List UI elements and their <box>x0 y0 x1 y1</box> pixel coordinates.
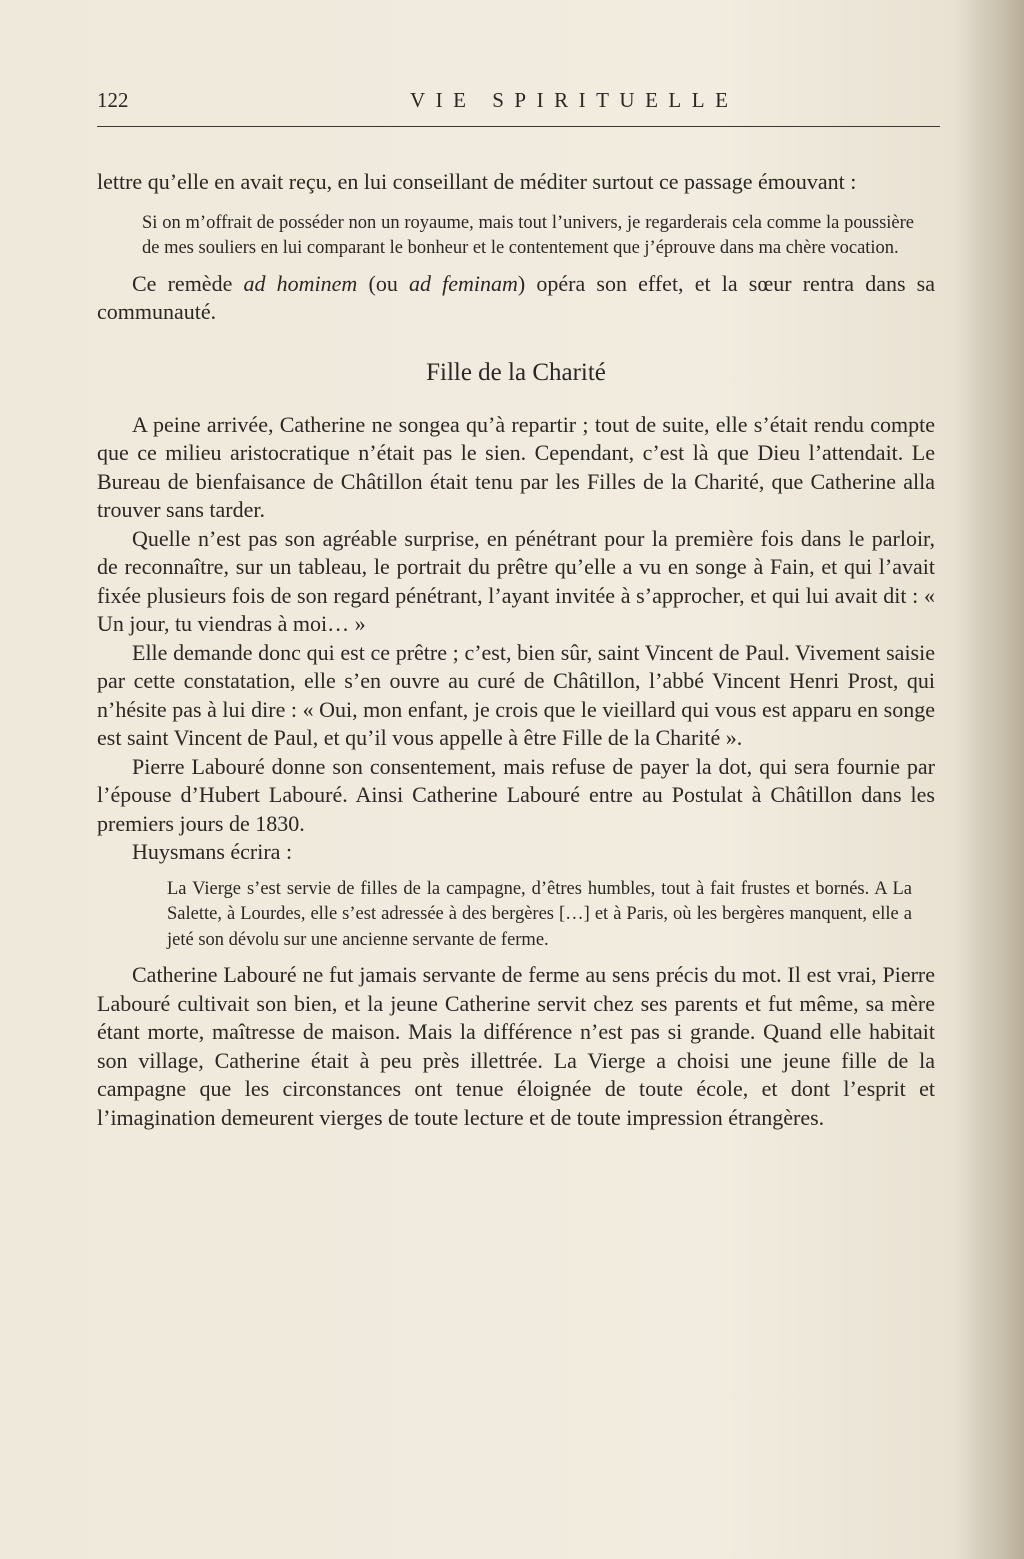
page-body <box>97 168 935 1132</box>
page-number: 122 <box>97 88 129 112</box>
paragraph: lettre qu’elle en avait reçu, en lui conseillant de méditer surtout ce passage émouvant : <box>97 169 857 194</box>
block-quote: Si on m’offrait de posséder non un royaume, mais tout l’univers, je regarderais cela comme la poussière de mes souliers en lui comparant le bonheur et le contentement que j’éprouve dans ma chère vocation. <box>142 212 914 258</box>
paragraph: A peine arrivée, Catherine ne songea qu’à repartir ; tout de suite, elle s’était rendu compte que ce milieu aristocratique n’était pas le sien. Cependant, c’est là que Dieu l’attendait. Le Bureau de bienfaisance de Châtillon était tenu par les Filles de la Charité, que Catherine alla trouver sans tarder. <box>97 411 935 522</box>
block-quote: La Vierge s’est servie de filles de la campagne, d’êtres humbles, tout à fait frustes et bornés. A La Salette, à Lourdes, elle s’est adressée à des bergères […] et à Paris, où les bergères manquent, elle a jeté son dévolu sur une ancienne servante de ferme. <box>167 878 912 950</box>
paragraph: Quelle n’est pas son agréable surprise, en pénétrant pour la première fois dans le parloir, de reconnaître, sur un tableau, le portrait du prêtre qu’elle a vu en songe à Fain, et qui l’avait fixée plusieurs fois de son regard pénétrant, l’ayant invitée à s’approcher, et qui lui avait dit : « Un jour, tu viendras à moi… » <box>97 525 935 636</box>
paragraph: Elle demande donc qui est ce prêtre ; c’est, bien sûr, saint Vincent de Paul. Vivement saisie par cette constatation, elle s’en ouvre au curé de Châtillon, l’abbé Vincent Henri Prost, qui n’hésite pas à lui dire : « Oui, mon enfant, je crois que le vieillard qui vous est apparu en songe est saint Vincent de Paul, et qu’il vous appelle à être Fille de la Charité ». <box>97 639 935 750</box>
paragraph: Pierre Labouré donne son consentement, mais refuse de payer la dot, qui sera fournie par l’épouse d’Hubert Labouré. Ainsi Catherine Labouré entre au Postulat à Châtillon dans les premiers jours de 1830. <box>97 753 935 836</box>
italic-text: ad feminam <box>408 270 518 296</box>
page-header <box>97 86 940 127</box>
running-title: VIE SPIRITUELLE <box>410 88 739 112</box>
paragraph <box>97 270 935 327</box>
text-run: ) opéra son effet, et la sœur rentra dans sa communauté. <box>97 270 936 324</box>
italic-text: ad hominem <box>243 270 358 296</box>
text-run: Ce remède <box>132 270 244 296</box>
text-run: (ou <box>357 270 409 296</box>
paragraph: Catherine Labouré ne fut jamais servante de ferme au sens précis du mot. Il est vrai, Pierre Labouré cultivait son bien, et la jeune Catherine servit chez ses parents et fut même, sa mère étant morte, maîtresse de maison. Mais la différence n’est pas si grande. Quand elle habitait son village, Catherine était à peu près illettrée. La Vierge a choisi une jeune fille de la campagne que les circonstances ont tenue éloignée de toute école, et dont l’esprit et l’imagination demeurent vierges de toute lecture et de toute impression étrangères. <box>97 962 935 1130</box>
section-heading: Fille de la Charité <box>426 358 606 386</box>
paragraph: Huysmans écrira : <box>132 839 293 864</box>
